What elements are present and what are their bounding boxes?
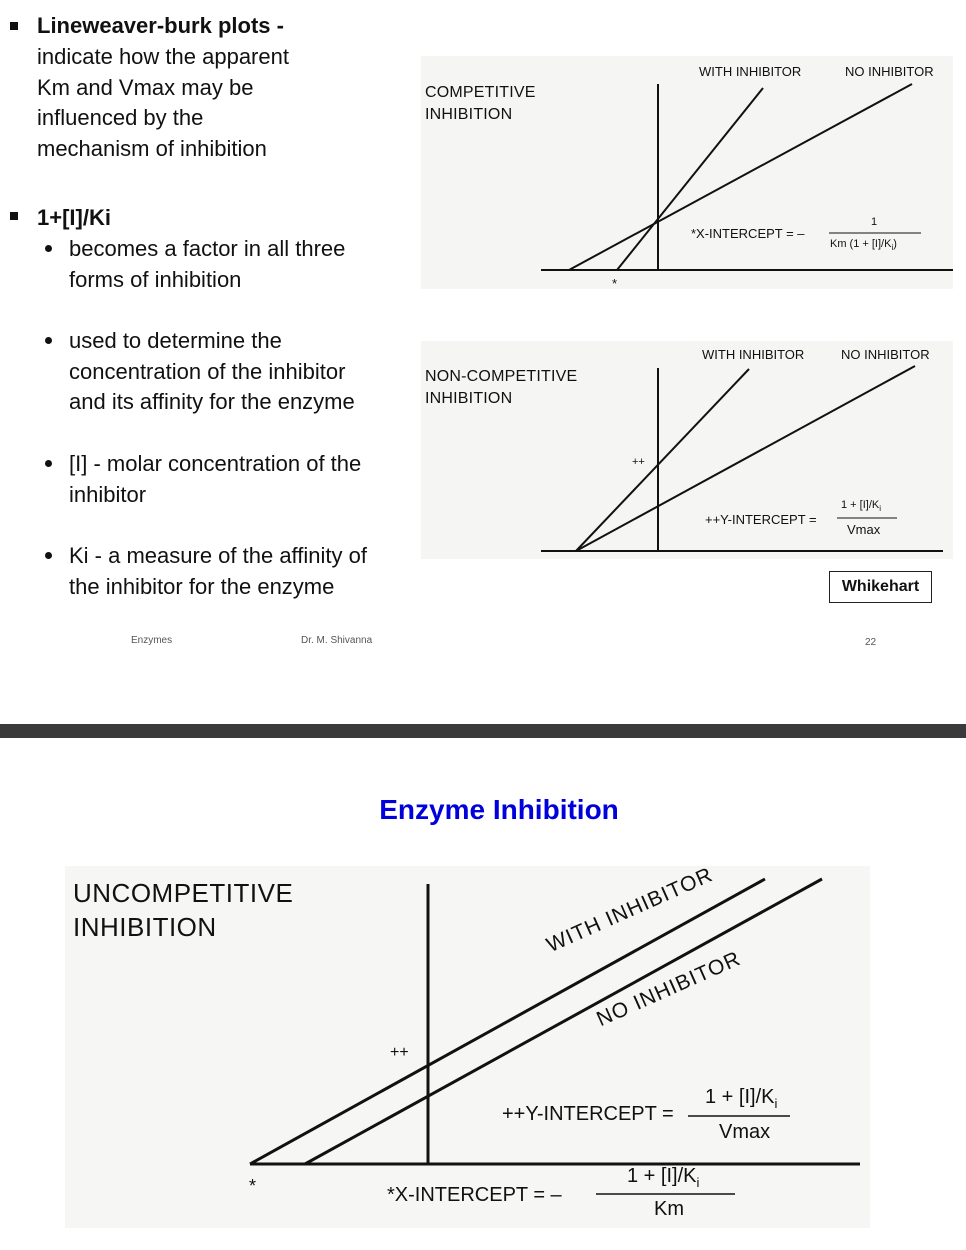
sub-bullet-line: the inhibitor for the enzyme [69, 574, 335, 599]
y-intercept-label: ++Y-INTERCEPT = [705, 512, 817, 527]
x-fraction-denominator: Km [654, 1198, 684, 1220]
no-inhibitor-line [569, 84, 912, 270]
with-inhibitor-label: WITH INHIBITOR [702, 347, 805, 362]
sub-bullet-line: inhibitor [69, 482, 147, 507]
no-inhibitor-line [305, 879, 822, 1164]
square-bullet-icon [10, 22, 18, 30]
x-intercept-label: *X-INTERCEPT = – [691, 226, 805, 241]
bullet-line: influenced by the [37, 105, 204, 130]
no-inhibitor-label: NO INHIBITOR [841, 347, 930, 362]
noncompetitive-title-line2: INHIBITION [425, 390, 513, 407]
page-number: 22 [865, 637, 877, 648]
y-intercept-label: ++Y-INTERCEPT = [502, 1103, 674, 1125]
bullet-lineweaver-title: Lineweaver-burk plots - [37, 13, 284, 38]
sub-bullet-line: becomes a factor in all three [69, 236, 346, 261]
competitive-inhibition-figure [421, 56, 953, 289]
fraction-denominator: Km $(1 + [I]/K_i)$ [830, 238, 897, 253]
y-fraction-numerator: $1 + [I]/K_i$ [705, 1086, 778, 1111]
with-inhibitor-line [250, 879, 765, 1164]
fraction-denominator: Vmax [847, 522, 881, 537]
plusplus-marker: ++ [390, 1044, 409, 1061]
slide-divider [0, 724, 966, 738]
footer-author: Dr. M. Shivanna [301, 635, 373, 646]
footer-topic: Enzymes [131, 635, 173, 646]
sub-bullet-line: used to determine the [69, 328, 282, 353]
noncompetitive-plot-lines [421, 341, 953, 559]
no-inhibitor-label: NO INHIBITOR [845, 64, 934, 79]
uncompetitive-plot-lines [65, 866, 870, 1228]
no-inhibitor-label: NO INHIBITOR [593, 946, 745, 1032]
dot-bullet-icon [45, 337, 52, 344]
dot-bullet-icon [45, 460, 52, 467]
competitive-title: COMPETITIVE [425, 84, 536, 101]
fraction-numerator: $1 + [I]/K_i$ [841, 499, 881, 514]
bullet-line: mechanism of inhibition [37, 136, 267, 161]
sub-bullet-line: and its affinity for the enzyme [69, 389, 355, 414]
plusplus-marker: ++ [632, 456, 645, 468]
uncompetitive-title: UNCOMPETITIVE [73, 878, 294, 908]
sub-bullet-line: Ki - a measure of the affinity of [69, 543, 367, 568]
x-intercept-label: *X-INTERCEPT = – [387, 1184, 562, 1206]
with-inhibitor-label: WITH INHIBITOR [543, 863, 717, 958]
fraction-numerator: 1 [871, 216, 878, 228]
dot-bullet-icon [45, 245, 52, 252]
uncompetitive-title-line2: INHIBITION [73, 912, 217, 942]
noncompetitive-title: NON-COMPETITIVE [425, 368, 578, 385]
x-fraction-numerator: $1 + [I]/K_i$ [627, 1165, 700, 1190]
bullet-line: indicate how the apparent [37, 44, 289, 69]
uncompetitive-inhibition-figure [65, 863, 870, 1228]
bullet-ki-title: 1+[I]/Ki [37, 205, 111, 230]
square-bullet-icon [10, 212, 18, 220]
star-marker: * [612, 276, 618, 291]
bullet-line: Km and Vmax may be [37, 75, 254, 100]
dot-bullet-icon [45, 552, 52, 559]
with-inhibitor-label: WITH INHIBITOR [699, 64, 802, 79]
with-inhibitor-line [576, 369, 749, 551]
slide-title: Enzyme Inhibition [379, 794, 619, 825]
with-inhibitor-line [617, 88, 763, 270]
sub-bullet-line: concentration of the inhibitor [69, 359, 346, 384]
competitive-plot-lines [421, 56, 953, 289]
noncompetitive-inhibition-figure [421, 341, 953, 559]
competitive-title-line2: INHIBITION [425, 106, 513, 123]
credit-label: Whikehart [829, 571, 932, 603]
star-marker: * [249, 1176, 257, 1196]
sub-bullet-line: forms of inhibition [69, 267, 242, 292]
sub-bullet-line: [I] - molar concentration of the [69, 451, 362, 476]
y-fraction-denominator: Vmax [719, 1121, 771, 1143]
no-inhibitor-line [576, 366, 915, 551]
